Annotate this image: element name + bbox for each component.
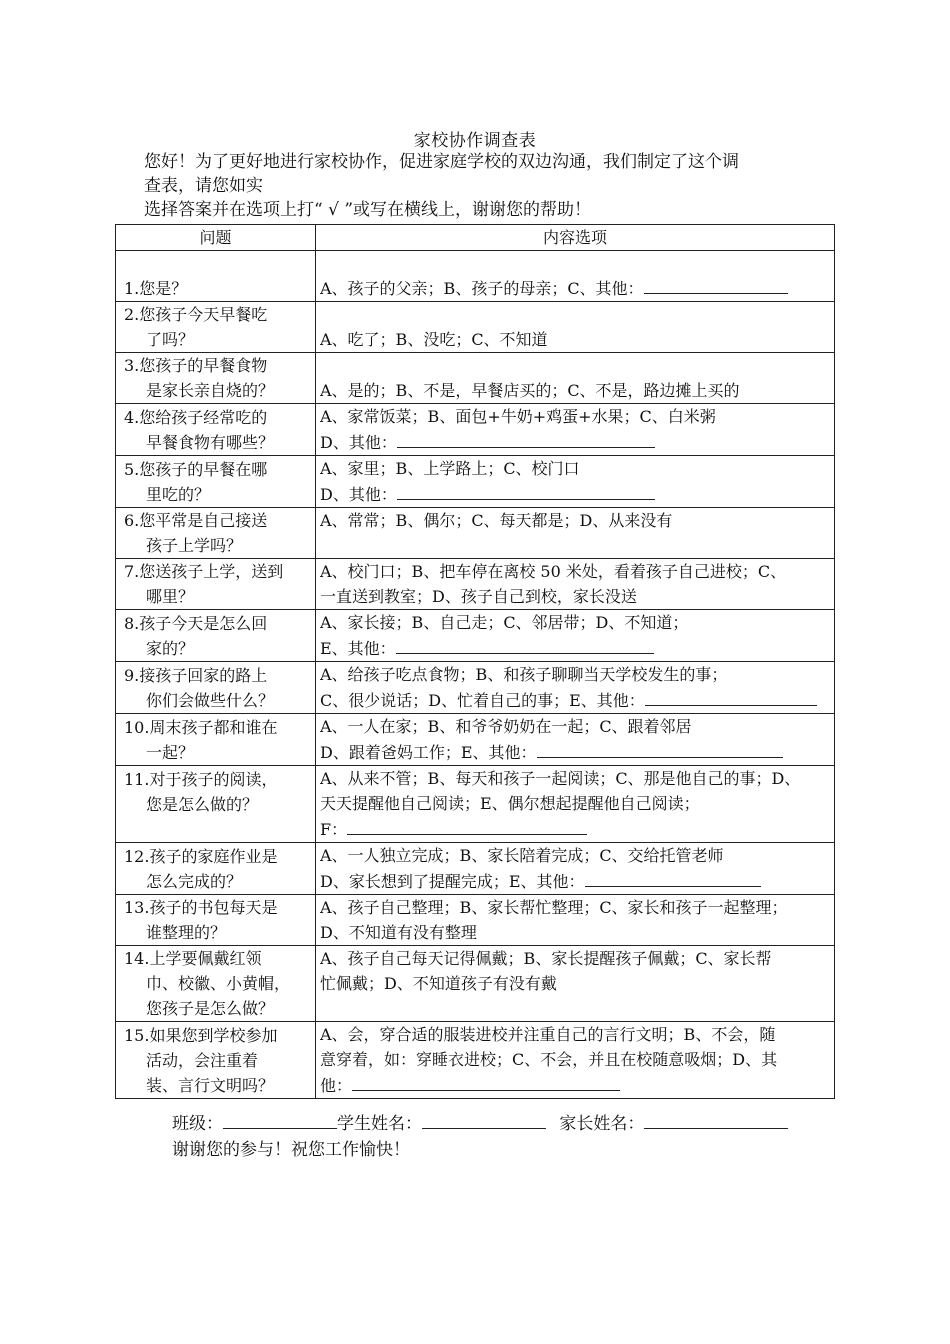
option-text: E、其他： <box>320 639 396 658</box>
option-text: 一直送到教室；D、孩子自己到校，家长没送 <box>320 587 637 606</box>
option-line <box>320 559 830 584</box>
option-text: A、校门口；B、把车停在离校 50 米处，看着孩子自己进校；C、 <box>320 562 787 581</box>
question-line: 4.您给孩子经常吃的 <box>124 408 268 427</box>
question-line: 2.您孩子今天早餐吃 <box>124 305 268 324</box>
options-cell <box>316 946 835 1022</box>
document-title: 家校协作调查表 <box>413 131 537 151</box>
option-text: A、常常；B、偶尔；C、每天都是；D、从来没有 <box>320 511 673 530</box>
question-line <box>120 817 311 842</box>
parent-name-blank[interactable] <box>644 1110 788 1129</box>
question-text <box>120 276 311 301</box>
answer-blank[interactable] <box>585 868 761 887</box>
table-row <box>116 662 835 714</box>
table-row <box>116 714 835 766</box>
option-text: A、孩子自己整理；B、家长帮忙整理；C、家长和孩子一起整理； <box>320 898 788 917</box>
question-line: 13.孩子的书包每天是 <box>124 898 278 917</box>
question-line: 8.孩子今天是怎么回 <box>124 614 268 633</box>
answer-blank[interactable] <box>645 687 817 706</box>
option-text: 意穿着，如：穿睡衣进校；C、不会，并且在校随意吸烟；D、其 <box>320 1050 778 1069</box>
option-line <box>320 327 830 352</box>
table-row <box>116 610 835 662</box>
option-text: A、孩子的父亲；B、孩子的母亲；C、其他： <box>320 279 644 298</box>
option-text: A、家常饭菜；B、面包+牛奶+鸡蛋+水果；C、白米粥 <box>320 407 716 426</box>
question-line: 里吃的？ <box>146 485 211 504</box>
table-row <box>116 404 835 456</box>
question-line: 谁整理的？ <box>146 923 227 942</box>
option-text: F： <box>320 820 348 839</box>
question-line: 7.您送孩子上学，送到 <box>124 562 284 581</box>
question-text <box>120 663 311 713</box>
table-row <box>116 456 835 508</box>
question-line: 15.如果您到学校参加 <box>124 1026 278 1045</box>
question-line: 3.您孩子的早餐食物 <box>124 356 268 375</box>
option-text: 天天提醒他自己阅读；E、偶尔想起提醒他自己阅读； <box>320 794 700 813</box>
option-text: A、会，穿合适的服装进校并注重自己的言行文明；B、不会，随 <box>320 1025 776 1044</box>
option-line <box>320 610 830 635</box>
option-line <box>320 996 830 1021</box>
intro-line-2: 查表，请您如实 <box>144 176 263 196</box>
option-text: A、家长接；B、自己走；C、邻居带；D、不知道； <box>320 613 689 632</box>
option-line <box>320 687 830 713</box>
option-text: D、其他： <box>320 485 397 504</box>
answer-blank[interactable] <box>537 739 783 758</box>
question-text <box>120 1023 311 1098</box>
question-line: 装、言行文明吗？ <box>146 1076 275 1095</box>
answer-blank[interactable] <box>397 429 655 448</box>
parent-name-label: 家长姓名： <box>559 1114 645 1134</box>
answer-blank[interactable] <box>347 816 587 835</box>
question-line: 6.您平常是自己接送 <box>124 511 268 530</box>
question-text <box>120 405 311 455</box>
table-row <box>116 895 835 946</box>
thanks-text: 谢谢您的参与！祝您工作愉快！ <box>172 1140 410 1160</box>
option-text: A、给孩子吃点食物；B、和孩子聊聊当天学校发生的事； <box>320 665 728 684</box>
question-line: 5.您孩子的早餐在哪 <box>124 460 268 479</box>
question-line: 1.您是？ <box>124 279 188 298</box>
option-line <box>320 662 830 687</box>
question-cell <box>116 302 316 353</box>
options-cell <box>316 714 835 766</box>
question-line: 您是怎么做的？ <box>146 795 259 814</box>
option-line <box>320 378 830 403</box>
answer-blank[interactable] <box>644 275 788 294</box>
options-cell <box>316 508 835 559</box>
signature-row <box>172 1110 852 1137</box>
option-line <box>320 895 830 920</box>
option-line <box>320 766 830 791</box>
question-line: 怎么完成的？ <box>146 872 243 891</box>
question-line: 是家长亲自烧的？ <box>146 381 275 400</box>
question-line: 早餐食物有哪些？ <box>146 433 275 452</box>
question-cell <box>116 843 316 895</box>
student-name-label: 学生姓名： <box>337 1114 422 1134</box>
question-text <box>120 611 311 661</box>
option-text: A、从来不管；B、每天和孩子一起阅读；C、那是他自己的事；D、 <box>320 769 801 788</box>
class-label: 班级： <box>172 1114 223 1134</box>
question-text <box>120 946 311 1021</box>
options-cell <box>316 1022 835 1099</box>
question-text <box>120 457 311 507</box>
question-line: 14.上学要佩戴红领 <box>124 949 262 968</box>
option-line <box>320 816 830 842</box>
intro-line-1: 您好！为了更好地进行家校协作，促进家庭学校的双边沟通，我们制定了这个调 <box>144 152 739 172</box>
answer-blank[interactable] <box>352 1072 620 1091</box>
question-cell <box>116 404 316 456</box>
option-line <box>320 456 830 481</box>
question-line: 10.周末孩子都和谁在 <box>124 718 278 737</box>
options-cell <box>316 610 835 662</box>
option-line <box>320 714 830 739</box>
table-row <box>116 766 835 843</box>
answer-blank[interactable] <box>397 481 655 500</box>
survey-table <box>115 224 835 1099</box>
question-line: 了吗？ <box>146 330 195 349</box>
question-text <box>120 508 311 558</box>
question-text <box>120 559 311 609</box>
option-line <box>320 1047 830 1072</box>
option-text: A、是的；B、不是，早餐店买的；C、不是，路边摊上买的 <box>320 381 740 400</box>
table-row <box>116 559 835 610</box>
table-row <box>116 508 835 559</box>
question-cell <box>116 610 316 662</box>
question-line: 巾、校徽、小黄帽， <box>146 974 291 993</box>
question-cell <box>116 766 316 843</box>
option-line <box>320 920 830 945</box>
options-cell <box>316 895 835 946</box>
options-cell <box>316 766 835 843</box>
options-cell <box>316 302 835 353</box>
options-cell <box>316 559 835 610</box>
question-line: 哪里？ <box>146 587 195 606</box>
question-line: 您孩子是怎么做？ <box>146 999 275 1018</box>
question-cell <box>116 353 316 404</box>
question-line: 9.接孩子回家的路上 <box>124 666 268 685</box>
option-text: D、不知道有没有整理 <box>320 923 477 942</box>
option-text: D、家长想到了提醒完成；E、其他： <box>320 872 585 891</box>
table-header-row <box>116 225 835 251</box>
option-text: 他： <box>320 1076 353 1095</box>
options-cell <box>316 404 835 456</box>
question-cell <box>116 559 316 610</box>
question-cell <box>116 1022 316 1099</box>
table-row <box>116 843 835 895</box>
header-question: 问题 <box>116 225 316 251</box>
option-text: A、吃了；B、没吃；C、不知道 <box>320 330 548 349</box>
question-text <box>120 715 311 765</box>
option-line <box>320 843 830 868</box>
header-options: 内容选项 <box>316 225 835 251</box>
question-text <box>120 353 311 403</box>
question-text <box>120 302 311 352</box>
option-line <box>320 739 830 765</box>
question-text <box>120 895 311 945</box>
table-row <box>116 251 835 302</box>
table-row <box>116 1022 835 1099</box>
question-cell <box>116 508 316 559</box>
intro-line-3: 选择答案并在选项上打“ √ ”或写在横线上，谢谢您的帮助！ <box>144 200 592 220</box>
question-text <box>120 767 311 842</box>
option-line <box>320 533 830 558</box>
option-line <box>320 791 830 816</box>
option-line <box>320 584 830 609</box>
class-blank[interactable] <box>223 1110 337 1129</box>
option-text: A、家里；B、上学路上；C、校门口 <box>320 459 580 478</box>
intro-text <box>144 150 824 222</box>
option-line <box>320 404 830 429</box>
option-text: A、孩子自己每天记得佩戴；B、家长提醒孩子佩戴；C、家长帮 <box>320 949 772 968</box>
option-line <box>320 1022 830 1047</box>
question-line: 11.对于孩子的阅读， <box>124 770 278 789</box>
student-name-blank[interactable] <box>422 1110 546 1129</box>
question-line: 孩子上学吗？ <box>146 536 243 555</box>
question-line: 你们会做些什么？ <box>146 691 275 710</box>
question-cell <box>116 895 316 946</box>
option-line <box>320 1072 830 1098</box>
option-line <box>320 429 830 455</box>
question-cell <box>116 662 316 714</box>
options-cell <box>316 456 835 508</box>
question-cell <box>116 456 316 508</box>
option-text: D、跟着爸妈工作；E、其他： <box>320 743 537 762</box>
option-text: A、一人独立完成；B、家长陪着完成；C、交给托管老师 <box>320 846 724 865</box>
option-line <box>320 946 830 971</box>
option-line <box>320 481 830 507</box>
option-line <box>320 508 830 533</box>
option-line <box>320 971 830 996</box>
table-row <box>116 946 835 1022</box>
option-text: A、一人在家；B、和爷爷奶奶在一起；C、跟着邻居 <box>320 717 692 736</box>
option-text: 忙佩戴；D、不知道孩子有没有戴 <box>320 974 557 993</box>
option-text: D、其他： <box>320 433 397 452</box>
table-row <box>116 302 835 353</box>
question-line: 一起？ <box>146 743 195 762</box>
answer-blank[interactable] <box>396 635 654 654</box>
option-line <box>320 868 830 894</box>
table-row <box>116 353 835 404</box>
option-line <box>320 275 830 301</box>
question-line: 活动，会注重着 <box>146 1051 259 1070</box>
question-cell <box>116 946 316 1022</box>
option-text: C、很少说话；D、忙着自己的事；E、其他： <box>320 691 645 710</box>
question-line: 家的？ <box>146 639 195 658</box>
question-line: 12.孩子的家庭作业是 <box>124 847 278 866</box>
question-cell <box>116 251 316 302</box>
question-cell <box>116 714 316 766</box>
footer <box>172 1110 852 1163</box>
options-cell <box>316 251 835 302</box>
option-line <box>320 635 830 661</box>
question-text <box>120 844 311 894</box>
options-cell <box>316 353 835 404</box>
options-cell <box>316 662 835 714</box>
options-cell <box>316 843 835 895</box>
